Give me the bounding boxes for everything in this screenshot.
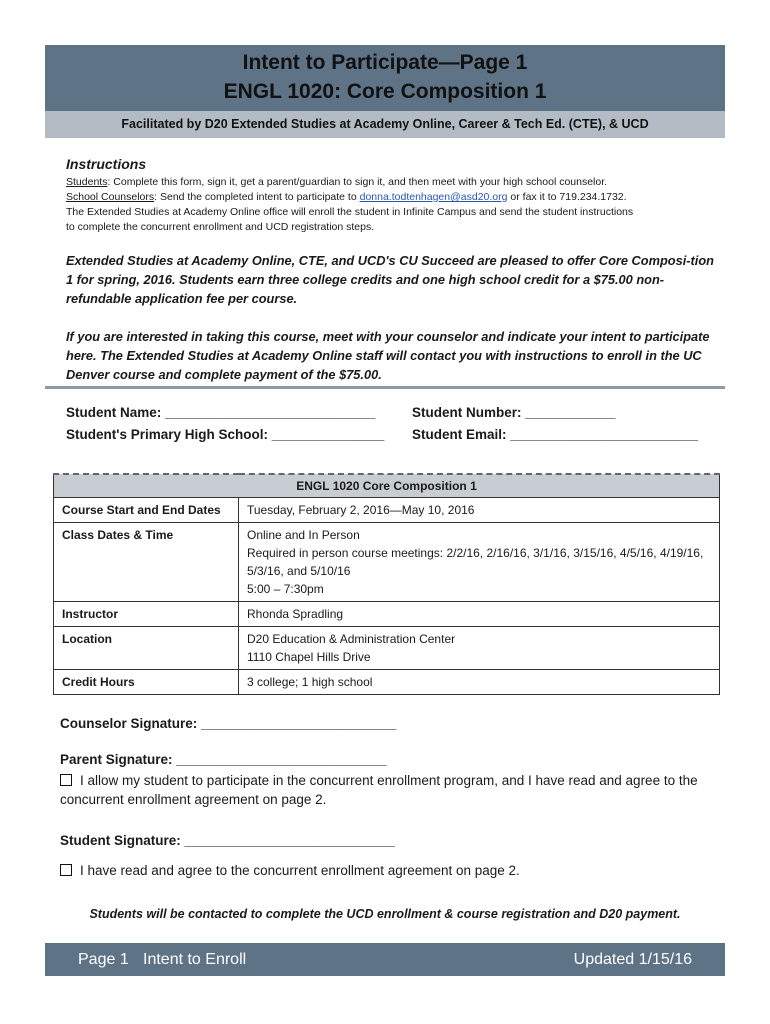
footer-band xyxy=(45,943,725,976)
instructor-value: Rhonda Spradling xyxy=(239,602,720,627)
counselors-text: : Send the completed intent to participate to xyxy=(154,191,360,203)
table-header: ENGL 1020 Core Composition 1 xyxy=(54,474,720,498)
student-number-field[interactable]: Student Number: ____________ xyxy=(412,405,616,420)
credit-label: Credit Hours xyxy=(54,670,239,695)
class-format: Online and In Person xyxy=(247,528,360,542)
instructions-heading: Instructions xyxy=(66,156,147,172)
parent-agreement xyxy=(60,771,725,809)
location-value xyxy=(239,627,720,670)
student-school-field[interactable]: Student's Primary High School: _______________ xyxy=(66,427,385,442)
counselors-label: School Counselors xyxy=(66,191,155,203)
student-email-field[interactable]: Student Email: _________________________ xyxy=(412,427,698,442)
subtitle-band: Facilitated by D20 Extended Studies at Academy Online, Career & Tech Ed. (CTE), & UCD xyxy=(45,111,725,138)
class-time: 5:00 – 7:30pm xyxy=(247,582,324,596)
location-line2: 1110 Chapel Hills Drive xyxy=(247,650,371,664)
page-title: Intent to Participate—Page 1 xyxy=(242,51,528,74)
class-dates-value xyxy=(239,523,720,602)
students-text: : Complete this form, sign it, get a parent/guardian to sign it, and then meet with your high school counselor. xyxy=(107,176,608,188)
credit-value: 3 college; 1 high school xyxy=(239,670,720,695)
footer-page: Page 1 xyxy=(78,951,129,968)
counselor-signature-field[interactable]: Counselor Signature: __________________________ xyxy=(60,716,397,731)
student-checkbox-label: I have read and agree to the concurrent enrollment agreement on page 2. xyxy=(80,863,520,878)
instructions-line3: The Extended Studies at Academy Online office will enroll the student in Infinite Campus and send the student instructions xyxy=(66,206,634,218)
table-row xyxy=(54,602,720,627)
course-title: ENGL 1020: Core Composition 1 xyxy=(223,80,547,103)
table-row xyxy=(54,523,720,602)
class-dates-label: Class Dates & Time xyxy=(54,523,239,602)
students-label: Students xyxy=(66,176,108,188)
footer-label: Intent to Enroll xyxy=(143,951,247,968)
table-header-row xyxy=(54,474,720,498)
start-end-value: Tuesday, February 2, 2016—May 10, 2016 xyxy=(239,498,720,523)
start-end-label: Course Start and End Dates xyxy=(54,498,239,523)
instructions-line4: to complete the concurrent enrollment and UCD registration steps. xyxy=(66,221,375,233)
course-table xyxy=(53,473,720,695)
offer-paragraph: Extended Studies at Academy Online, CTE, and UCD's CU Succeed are pleased to offer Core Composi-tion 1 for spring, 2016. Students earn three college credits and one high school credit for a $75.00 non-refundable application fee per course. xyxy=(66,253,714,306)
parent-signature-field[interactable]: Parent Signature: ____________________________ xyxy=(60,752,387,767)
email-link[interactable]: donna.todtenhagen@asd20.org xyxy=(359,191,508,203)
instructions-students xyxy=(66,175,726,189)
location-line1: D20 Education & Administration Center xyxy=(247,632,456,646)
table-row xyxy=(54,498,720,523)
parent-checkbox[interactable] xyxy=(60,774,72,786)
footer-updated: Updated 1/15/16 xyxy=(573,951,692,968)
interest-paragraph: If you are interested in taking this course, meet with your counselor and indicate your intent to participate here. The Extended Studies at Academy Online staff will contact you with instructions to enroll in the UC Denver course and complete payment of the $75.00. xyxy=(66,329,710,382)
fax-text: or fax it to 719.234.1732. xyxy=(507,191,627,203)
section-divider xyxy=(45,386,725,389)
table-row xyxy=(54,627,720,670)
student-checkbox[interactable] xyxy=(60,864,72,876)
parent-checkbox-label: I allow my student to participate in the concurrent enrollment program, and I have read and agree to the concurrent enrollment agreement on page 2. xyxy=(60,773,698,807)
location-label: Location xyxy=(54,627,239,670)
table-row xyxy=(54,670,720,695)
student-signature-field[interactable]: Student Signature: ____________________________ xyxy=(60,833,395,848)
instructor-label: Instructor xyxy=(54,602,239,627)
class-meetings: Required in person course meetings: 2/2/16, 2/16/16, 3/1/16, 3/15/16, 4/5/16, 4/19/16, 5/3/16, and 5/10/16 xyxy=(247,546,704,578)
student-agreement xyxy=(60,861,725,880)
student-name-field[interactable]: Student Name: ____________________________ xyxy=(66,405,376,420)
closing-note: Students will be contacted to complete the UCD enrollment & course registration and D20 payment. xyxy=(89,907,681,921)
instructions-counselors xyxy=(66,190,726,204)
